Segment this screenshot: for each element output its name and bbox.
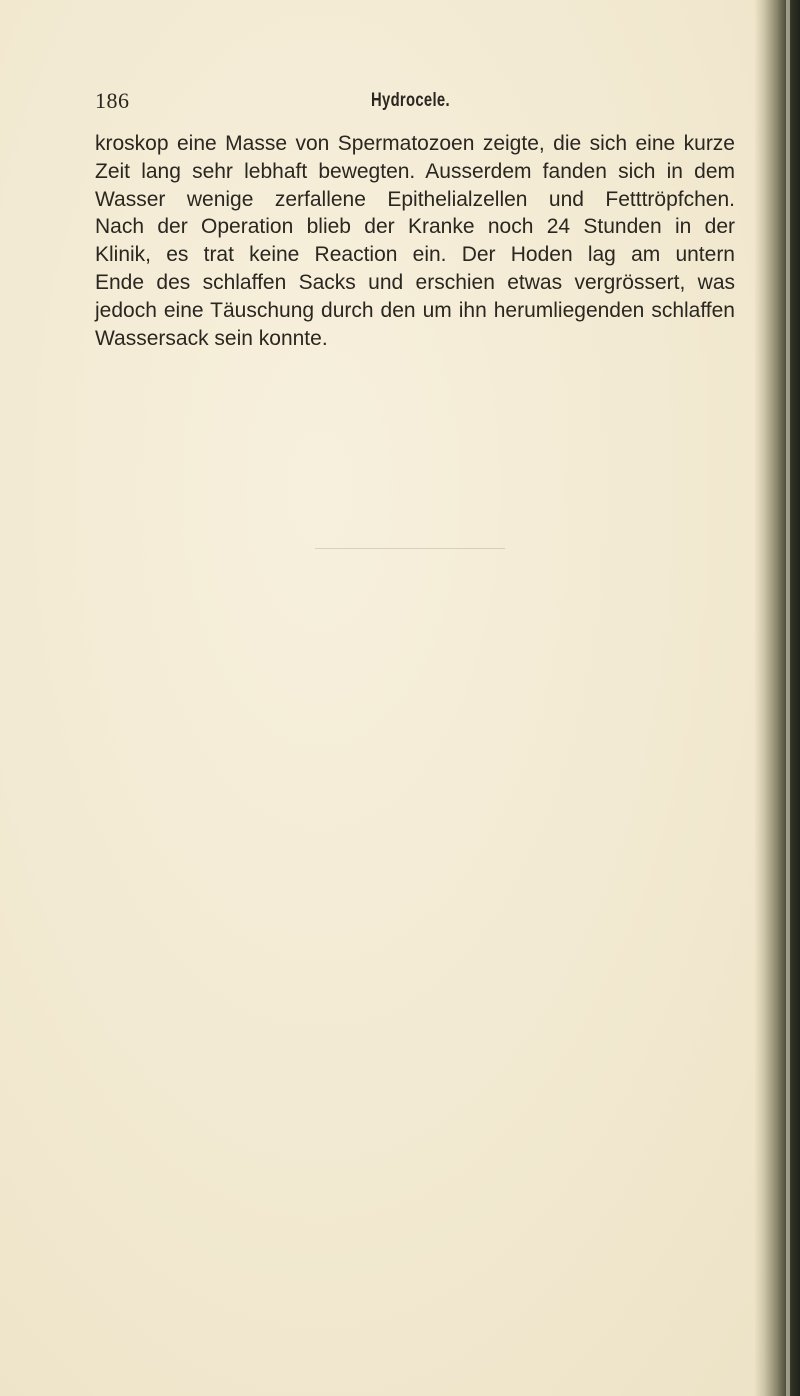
text-line: kroskop eine Masse von Spermatozoen zeigte, die sich eine kurze — [95, 132, 735, 155]
text-line: jedoch eine Täuschung durch den um ihn herumliegenden schlaffen — [95, 298, 735, 322]
body-paragraph — [95, 130, 735, 352]
running-title: Hydrocele. — [371, 90, 450, 111]
show-through-rule — [315, 548, 505, 549]
text-line: Ende des schlaffen Sacks und erschien etwas vergrössert, was — [95, 270, 735, 294]
text-line: Nach der Operation blieb der Kranke noch 24 Stunden in der — [95, 215, 735, 239]
text-line: Wasser wenige zerfallene Epithelialzellen und Fetttröpfchen. — [95, 187, 735, 211]
text-line: Klinik, es trat keine Reaction ein. Der Hoden lag am untern — [95, 243, 735, 267]
page-header — [95, 88, 735, 114]
page-edge-highlight — [786, 0, 790, 1396]
page-edge-shadow — [754, 0, 800, 1396]
page-number: 186 — [95, 88, 130, 113]
text-line: Zeit lang sehr lebhaft bewegten. Ausserdem fanden sich in dem — [95, 159, 735, 183]
text-line: Wassersack sein konnte. — [95, 326, 328, 350]
